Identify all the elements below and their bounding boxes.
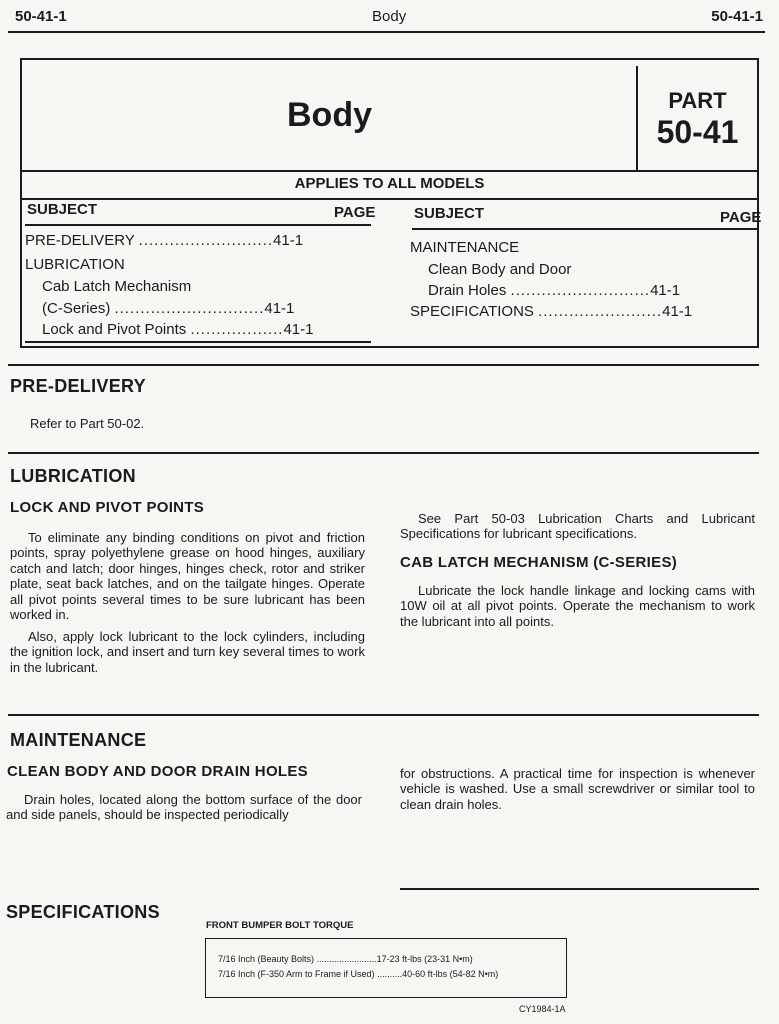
subsection-title-drain-holes: CLEAN BODY AND DOOR DRAIN HOLES	[7, 763, 308, 780]
toc-bottom-rule-left	[25, 341, 371, 343]
toc-page-header-left: PAGE	[334, 204, 376, 221]
header-rule	[8, 31, 765, 33]
section-rule	[8, 452, 759, 454]
torque-row: 7/16 Inch (F-350 Arm to Frame if Used) ..........40-60 ft-lbs (54-82 N•m)	[218, 969, 499, 979]
toc-entry: Clean Body and Door	[428, 261, 572, 278]
see-part-paragraph: See Part 50-03 Lubrication Charts and Lubricant Specifications for lubricant specifications.	[400, 511, 755, 542]
title-box	[20, 58, 762, 348]
torque-row: 7/16 Inch (Beauty Bolts) ........................17-23 ft-lbs (23-31 N•m)	[218, 954, 473, 964]
lock-pivot-paragraph-1: To eliminate any binding conditions on pivot and friction points, spray polyethylene grease on hood hinges, auxiliary catch and latch; door hinges, hinges check, rotor and striker plate, seat back latches, and on the tailgate hinges. Operate all pivot points several times to be sure lubricant has been worked in.	[10, 530, 365, 623]
part-number: 50-41	[656, 114, 739, 150]
cab-latch-paragraph: Lubricate the lock handle linkage and locking cams with 10W oil at all pivot points. Operate the mechanism to work the lubricant into all points.	[400, 583, 755, 629]
part-box	[636, 66, 757, 170]
toc-entry: MAINTENANCE	[410, 239, 520, 256]
section-rule	[8, 714, 759, 716]
figure-code: CY1984-1A	[519, 1004, 566, 1014]
toc-entry: PRE-DELIVERY ..........................41-1	[25, 232, 304, 249]
toc-entry: (C-Series) .............................41-1	[42, 300, 295, 317]
section-title-maintenance: MAINTENANCE	[10, 730, 147, 750]
toc-entry: Drain Holes ...........................41-1	[428, 282, 681, 299]
torque-table-title: FRONT BUMPER BOLT TORQUE	[206, 920, 354, 931]
lock-pivot-paragraph-2: Also, apply lock lubricant to the lock cylinders, including the ignition lock, and insert and turn key several times to work in the lubricant.	[10, 629, 365, 675]
toc-rule-right	[412, 228, 757, 230]
page-title: Body	[287, 96, 372, 134]
section-title-pre-delivery: PRE-DELIVERY	[10, 376, 146, 396]
drain-holes-paragraph-left: Drain holes, located along the bottom surface of the door and side panels, should be inspected periodically	[6, 792, 362, 823]
header-right: 50-41-1	[711, 8, 763, 25]
header-center: Body	[372, 8, 407, 25]
toc-entry: Cab Latch Mechanism	[42, 278, 192, 295]
toc-subject-header-right: SUBJECT	[414, 205, 485, 222]
section-rule	[400, 888, 759, 890]
toc-entry: Lock and Pivot Points ..................41-1	[42, 321, 314, 338]
drain-holes-paragraph-right: for obstructions. A practical time for inspection is whenever vehicle is washed. Use a small screwdriver or similar tool to clean drain holes.	[400, 766, 755, 812]
subsection-title-lock-pivot: LOCK AND PIVOT POINTS	[10, 499, 205, 516]
toc-entry: SPECIFICATIONS ........................41-1	[410, 303, 693, 320]
part-label: PART	[668, 88, 727, 113]
section-title-lubrication: LUBRICATION	[10, 466, 136, 486]
subsection-title-cab-latch: CAB LATCH MECHANISM (C-SERIES)	[400, 554, 678, 571]
pre-delivery-text: Refer to Part 50-02.	[30, 416, 145, 431]
toc-subject-header-left: SUBJECT	[27, 201, 98, 218]
section-title-specifications: SPECIFICATIONS	[6, 902, 160, 922]
torque-table	[205, 938, 567, 998]
toc-page-header-right: PAGE	[720, 209, 762, 226]
toc-entry: LUBRICATION	[25, 256, 125, 273]
applies-banner: APPLIES TO ALL MODELS	[22, 170, 757, 200]
toc-rule-left	[25, 224, 371, 226]
section-rule	[8, 364, 759, 366]
header-left: 50-41-1	[15, 8, 67, 25]
